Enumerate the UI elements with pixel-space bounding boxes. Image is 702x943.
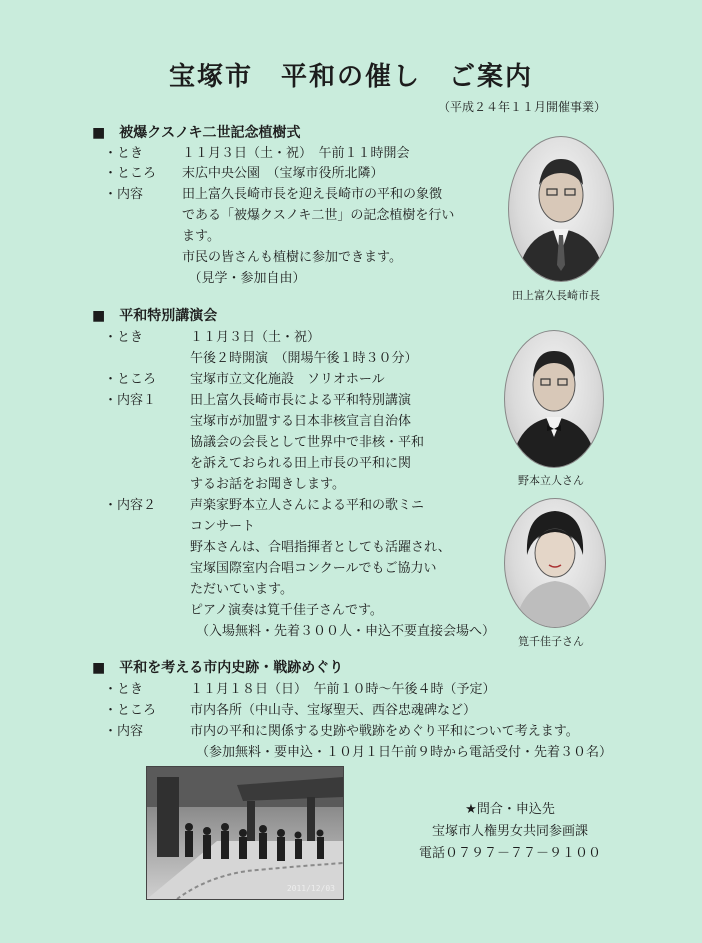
section-heading-planting: ■ 被爆クスノキ二世記念植樹式	[92, 125, 301, 141]
text-content-line: 宝塚市が加盟する日本非核宣言自治体	[190, 414, 412, 429]
portrait-caption: 田上富久長崎市長	[512, 289, 600, 302]
text-where: 市内各所（中山寺、宝塚聖天、西谷忠魂碑など）	[190, 703, 477, 718]
label-content: ・内容	[104, 724, 144, 739]
text-when: １１月１８日（日） 午前１０時～午後４時（予定）	[190, 682, 496, 697]
person-silhouette-icon	[509, 137, 613, 281]
text-content-line: （参加無料・要申込・１０月１日午前９時から電話受付・先着３０名）	[196, 745, 613, 760]
label-where: ・ところ	[104, 372, 157, 387]
section-heading-tour: ■ 平和を考える市内史跡・戦跡めぐり	[92, 660, 344, 676]
label-where: ・ところ	[104, 166, 157, 181]
text-content-line: 田上富久長崎市長を迎え長崎市の平和の象徴	[182, 187, 443, 202]
label-when: ・とき	[104, 682, 144, 697]
text-content-line: 宝塚国際室内合唱コンクールでもご協力い	[190, 561, 437, 576]
portrait-nomoto	[504, 330, 604, 468]
portrait-mayor	[508, 136, 614, 282]
label-when: ・とき	[104, 330, 144, 345]
shrine-crowd-photo-icon	[147, 767, 343, 899]
section-heading-lecture: ■ 平和特別講演会	[92, 308, 218, 324]
label-content-2: ・内容２	[104, 498, 157, 513]
page-title: 宝塚市 平和の催し ご案内	[168, 62, 533, 92]
contact-phone: 電話０７９７－７７－９１００	[418, 846, 601, 861]
portrait-kakei	[504, 498, 606, 628]
text-when: １１月３日（土・祝）	[190, 330, 321, 345]
portrait-caption: 野本立人さん	[518, 474, 584, 487]
text-content-line: 野本さんは、合唱指揮者としても活躍され、	[190, 540, 451, 555]
text-content-line: ピアノ演奏は筧千佳子さんです。	[190, 603, 383, 618]
contact-heading: ★問合・申込先	[465, 802, 555, 817]
text-content-line: （見学・参加自由）	[182, 271, 306, 286]
text-content-line: である「被爆クスノキ二世」の記念植樹を行い	[182, 208, 455, 223]
text-where: 宝塚市立文化施設 ソリオホール	[190, 372, 385, 387]
text-content-line: コンサート	[190, 519, 256, 534]
text-content-line: 田上富久長崎市長による平和特別講演	[190, 393, 412, 408]
tour-photo	[146, 766, 344, 900]
text-when: 午後２時開演 （開場午後１時３０分）	[190, 351, 418, 366]
person-silhouette-icon	[505, 499, 605, 627]
portrait-caption: 筧千佳子さん	[518, 635, 584, 648]
person-silhouette-icon	[505, 331, 603, 467]
text-content-line: ただいています。	[190, 582, 293, 597]
text-content-line: 協議会の会長として世界中で非核・平和	[190, 435, 425, 450]
text-content-line: するお話をお聞きします。	[190, 477, 345, 492]
label-content-1: ・内容１	[104, 393, 157, 408]
text-content-line: を訴えておられる田上市長の平和に関	[190, 456, 412, 471]
label-content: ・内容	[104, 187, 144, 202]
label-where: ・ところ	[104, 703, 157, 718]
text-when: １１月３日（土・祝） 午前１１時開会	[182, 146, 410, 161]
text-content-line: ます。	[182, 229, 220, 244]
text-where: 末広中央公園 （宝塚市役所北隣）	[182, 166, 384, 181]
text-content-line: 市民の皆さんも植樹に参加できます。	[182, 250, 402, 265]
contact-department: 宝塚市人権男女共同参画課	[431, 824, 588, 839]
label-when: ・とき	[104, 146, 144, 161]
page-subtitle: （平成２４年１１月開催事業）	[437, 100, 606, 114]
text-content-line: （入場無料・先着３００人・申込不要直接会場へ）	[196, 624, 496, 639]
photo-date-stamp: 2011/12/03	[286, 884, 335, 893]
text-content-line: 声楽家野本立人さんによる平和の歌ミニ	[190, 498, 425, 513]
text-content-line: 市内の平和に関係する史跡や戦跡をめぐり平和について考えます。	[190, 724, 579, 739]
